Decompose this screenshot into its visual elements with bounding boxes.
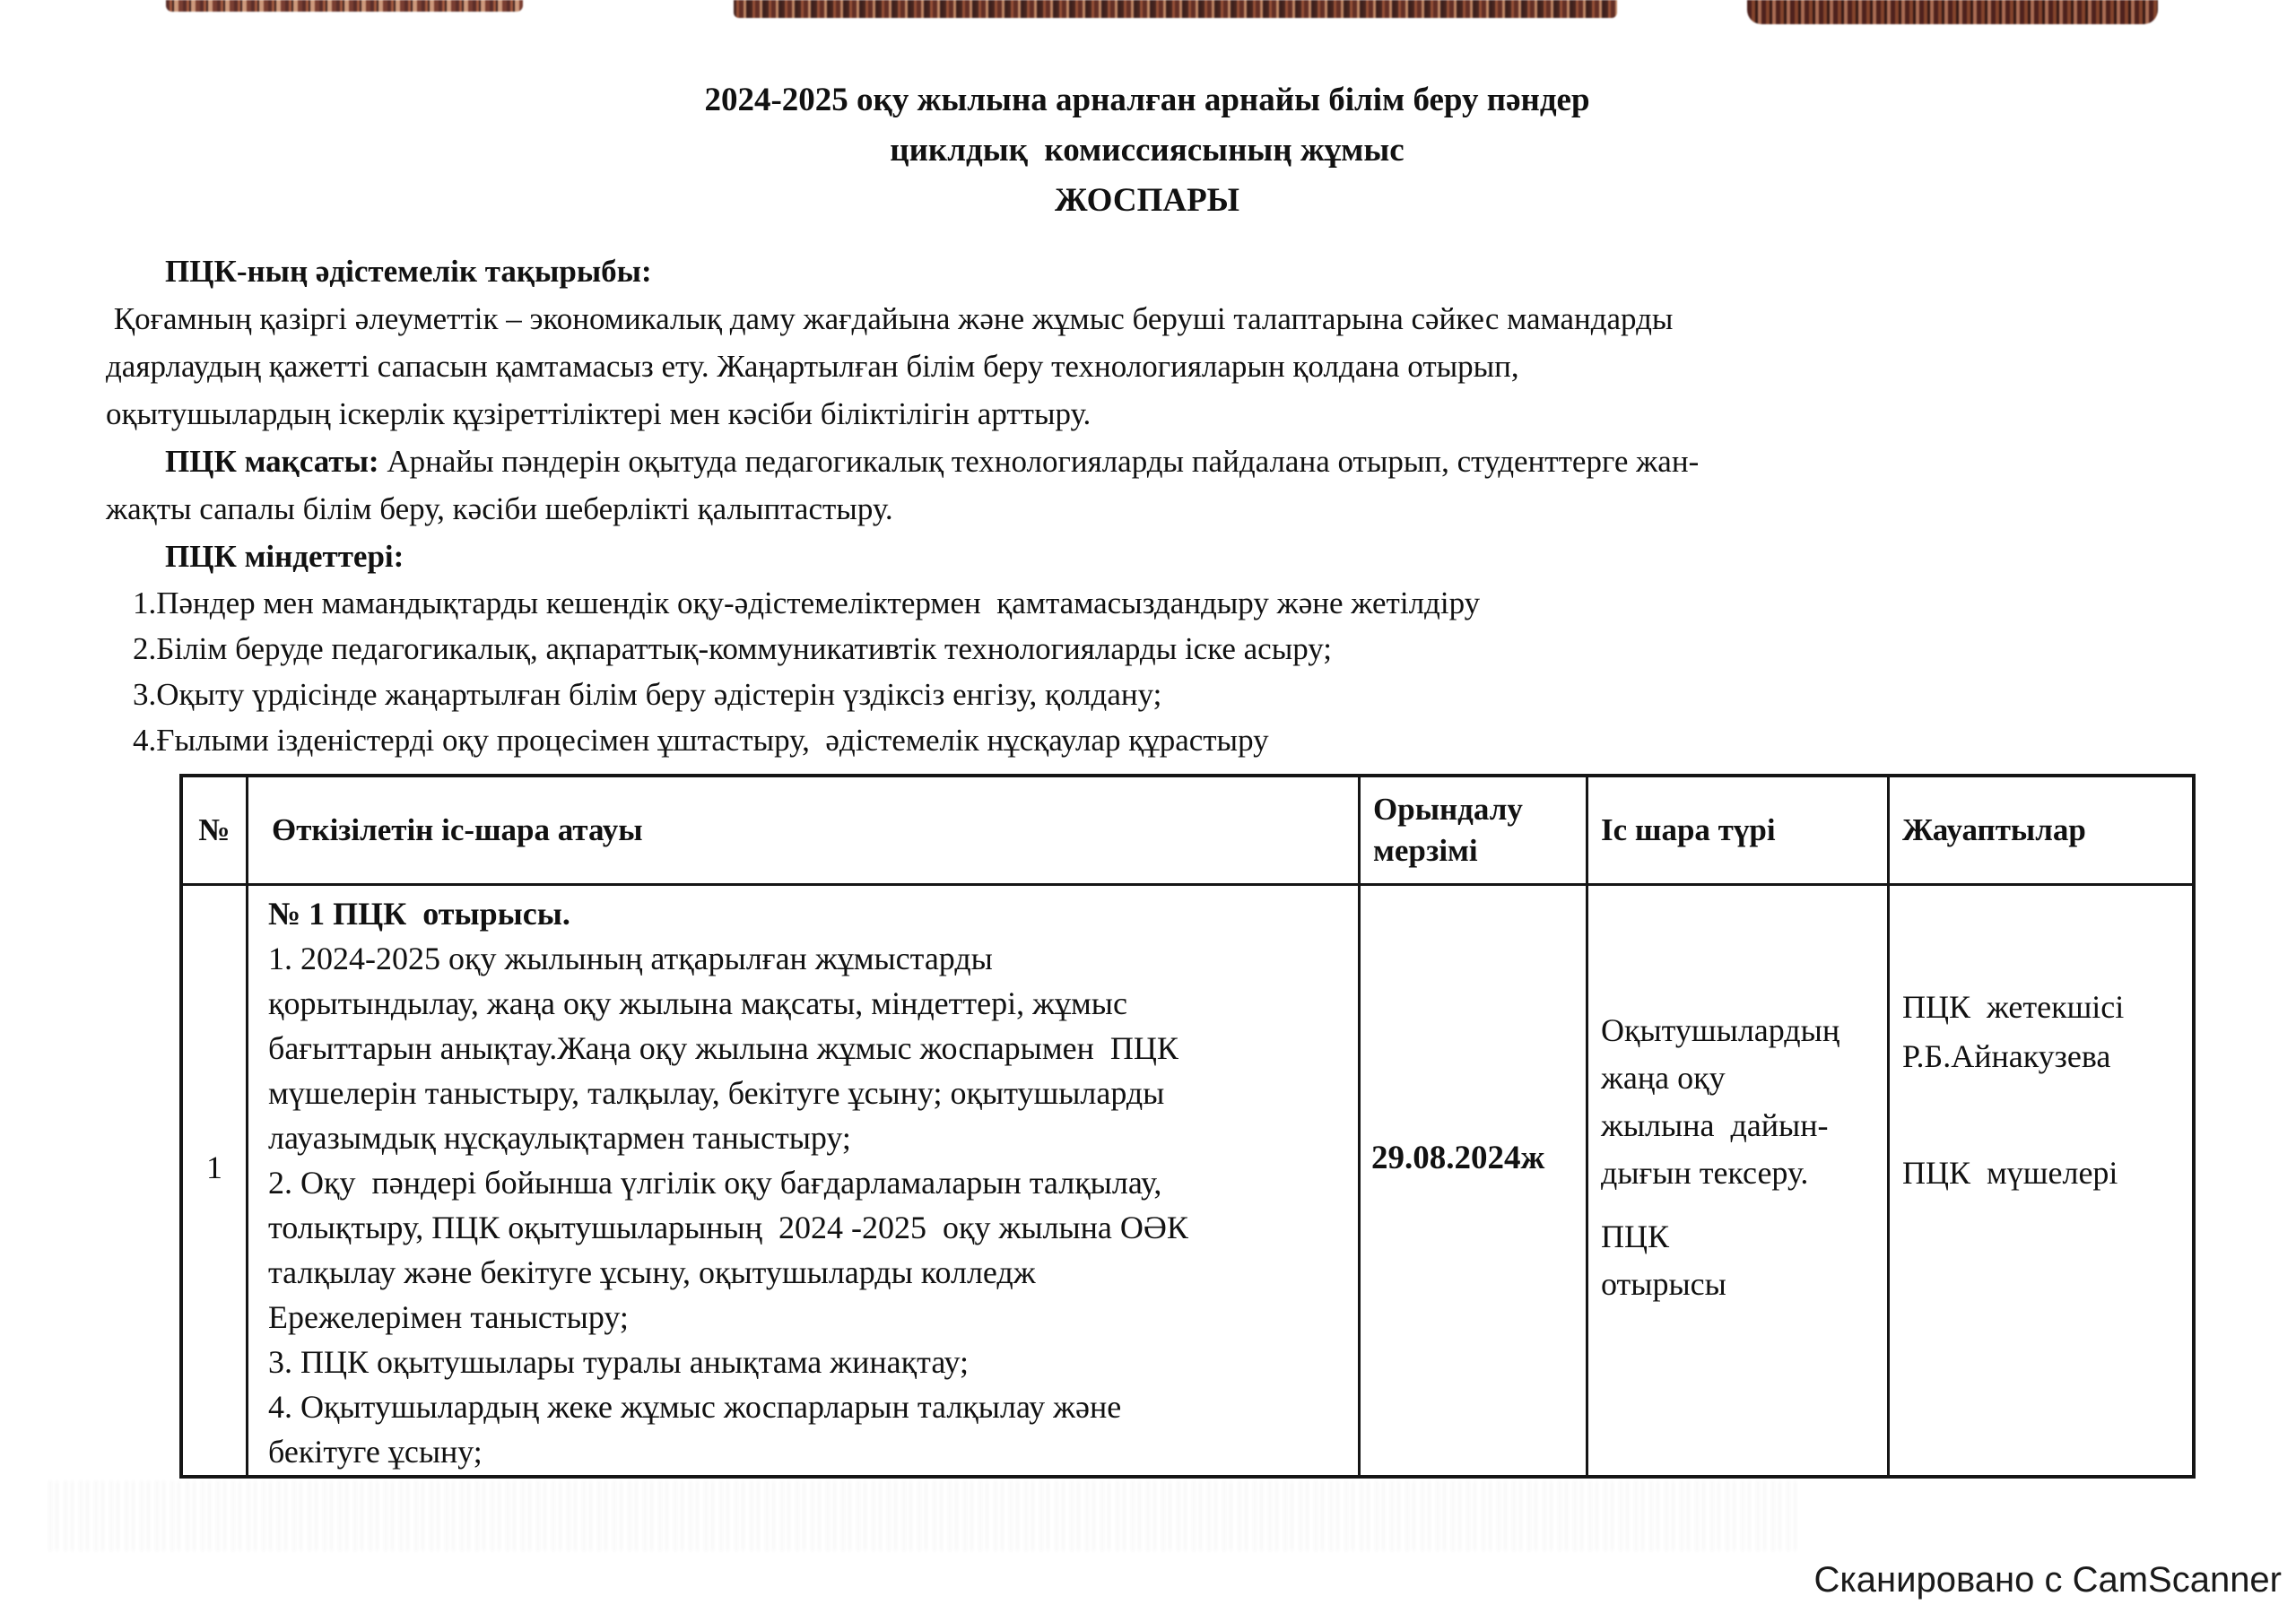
task-item: 2.Білім беруде педагогикалық, ақпараттық-коммуникативтік технологияларды іске асыру;: [133, 631, 1333, 666]
header-cell-type: Іс шара түрі: [1586, 777, 1887, 883]
type-gap: [1601, 1197, 1882, 1213]
responsible-group-1: [1902, 983, 2187, 1081]
responsible-line: Р.Б.Айнакузева: [1902, 1038, 2111, 1074]
title-line: циклдық комиссиясының жұмыс: [890, 132, 1405, 169]
row-date-cell: [1358, 883, 1586, 1475]
task-item: 3.Оқыту үрдісінде жаңартылған білім беру әдістерін үздіксіз енгізу, қолдану;: [133, 677, 1162, 712]
activity-line: 4. Оқытушылардың жеке жұмыс жоспарларын талқылау және: [268, 1389, 1122, 1425]
tasks-heading: ПЦК міндеттері:: [165, 539, 404, 574]
date-value: 29.08.2024ж: [1371, 1140, 1545, 1176]
type-group-1: [1601, 1007, 1882, 1197]
responsible-line: ПЦК мүшелері: [1902, 1155, 2118, 1191]
paragraph-line: оқытушылардың іскерлік құзіреттіліктері мен кәсіби біліктілігін арттыру.: [106, 396, 1091, 431]
methodology-paragraph: [106, 295, 2188, 438]
goal-first-line: [106, 438, 2188, 485]
row-activity-cell: [246, 883, 1358, 1475]
document-title: [106, 75, 2188, 226]
task-item: 4.Ғылыми ізденістерді оқу процесімен ұштастыру, әдістемелік нұсқаулар құрастыру: [133, 723, 1269, 758]
bleed-through-artifact: [49, 1481, 1798, 1551]
responsible-line: ПЦК жетекшісі: [1902, 989, 2125, 1025]
goal-lead-rest: Арнайы пәндерін оқытуда педагогикалық технологияларды пайдалана отырып, студенттерге жан-: [378, 444, 1700, 479]
task-item: 1.Пәндер мен мамандықтарды кешендік оқу-әдістемеліктермен қамтамасыздандыру және жетілдіру: [133, 585, 1481, 620]
goal-paragraph: [106, 438, 2188, 533]
work-plan-table: [179, 774, 2196, 1479]
scan-smudge-middle: [734, 0, 1617, 18]
header-cell-date: Орындалу мерзімі: [1358, 777, 1586, 883]
paragraph-line: Қоғамның қазіргі әлеуметтік – экономикалық даму жағдайына және жұмыс беруші талаптарына сәйкес мамандарды: [106, 301, 1674, 336]
row-responsible-cell: [1887, 883, 2192, 1475]
activity-line: лауазымдық нұсқаулықтармен таныстыру;: [268, 1120, 851, 1156]
goal-second-line: жақты сапалы білім беру, кәсіби шеберлікті қалыптастыру.: [106, 491, 893, 526]
type-line: дығын тексеру.: [1601, 1155, 1809, 1191]
type-line: жылына дайын-: [1601, 1107, 1829, 1143]
activity-line: Ережелерімен таныстыру;: [268, 1299, 629, 1335]
paragraph-line: даярлаудың қажетті сапасын қамтамасыз ету. Жаңартылған білім беру технологияларын қолдана отырып,: [106, 349, 1519, 384]
activity-line: 1. 2024-2025 оқу жылының атқарылған жұмыстарды: [268, 941, 993, 976]
activity-line: қорытындылау, жаңа оқу жылына мақсаты, міндеттері, жұмыс: [268, 985, 1127, 1021]
activity-line: мүшелерін таныстыру, талқылау, бекітуге ұсыну; оқытушыларды: [268, 1075, 1165, 1111]
type-group-2: [1601, 1213, 1882, 1308]
activity-title: № 1 ПЦК отырысы.: [268, 896, 570, 932]
activity-lines: [268, 936, 1345, 1474]
header-cell-responsible: Жауаптылар: [1887, 777, 2192, 883]
tasks-list: [106, 580, 2188, 763]
scan-smudge-right: [1747, 0, 2158, 24]
goal-lead-label: ПЦК мақсаты:: [165, 444, 379, 479]
type-line: ПЦК: [1601, 1219, 1670, 1254]
camscanner-watermark: Сканировано с CamScanner: [1813, 1560, 2282, 1600]
row-type-cell: [1586, 883, 1887, 1475]
document-body: [106, 75, 2188, 763]
title-line: ЖОСПАРЫ: [1054, 182, 1240, 219]
responsible-group-2: [1902, 1149, 2187, 1198]
methodology-heading: ПЦК-ның әдістемелік тақырыбы:: [165, 254, 652, 289]
activity-line: бекітуге ұсыну;: [268, 1434, 483, 1470]
scan-smudge-left: [166, 0, 523, 12]
header-cell-activity: Өткізілетін іс-шара атауы: [246, 777, 1358, 883]
type-line: жаңа оқу: [1601, 1060, 1726, 1096]
type-line: отырысы: [1601, 1266, 1726, 1302]
activity-line: бағыттарын анықтау.Жаңа оқу жылына жұмыс жоспарымен ПЦК: [268, 1030, 1178, 1066]
responsible-gap: [1902, 1081, 2187, 1149]
activity-line: 2. Оқу пәндері бойынша үлгілік оқу бағдарламаларын талқылау,: [268, 1165, 1162, 1201]
row-number-cell: 1: [183, 883, 246, 1475]
header-cell-number: №: [198, 812, 230, 847]
activity-line: 3. ПЦК оқытушылары туралы анықтама жинақтау;: [268, 1344, 969, 1380]
activity-line: толықтыру, ПЦК оқытушыларының 2024 -2025 оқу жылына ОӘК: [268, 1210, 1188, 1245]
type-line: Оқытушылардың: [1601, 1012, 1840, 1048]
title-line: 2024-2025 оқу жылына арналған арнайы білім беру пәндер: [704, 82, 1590, 118]
activity-line: талқылау және бекітуге ұсыну, оқытушыларды колледж: [268, 1254, 1036, 1290]
